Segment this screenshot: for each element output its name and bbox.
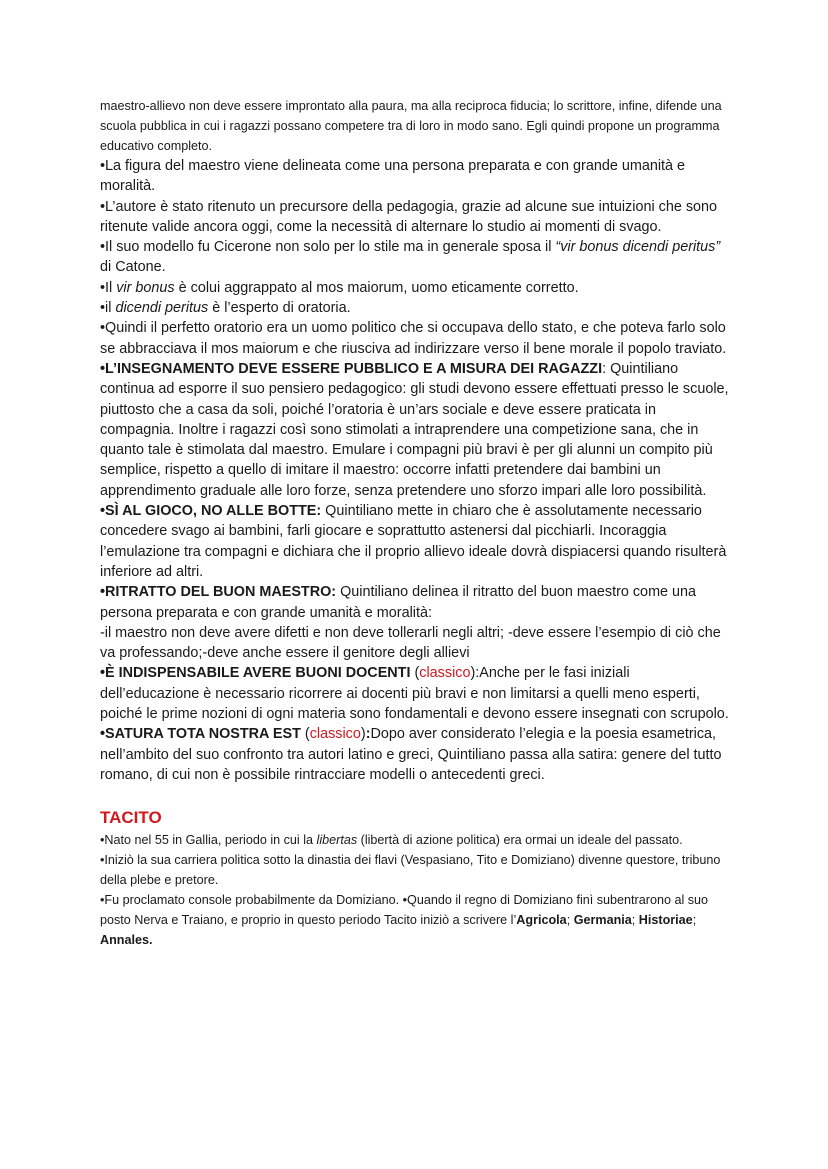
ritratto-text: Quintiliano delinea il ritratto del buon maestro come una persona preparata e con grande umanità e moralità: [100, 584, 697, 621]
tacito-p1-c: (libertà di azione politica) era ormai un ideale del passato. [357, 833, 683, 848]
satura-colon: : [365, 726, 371, 743]
precursore-paragraph: •L’autore è stato ritenuto un precursore della pedagogia, grazie ad alcune sue intuizioni che sono ritenute valide ancora oggi, come la necessità di alternare lo studio ai momenti di svago. [100, 198, 718, 235]
satura-text: Dopo aver considerato l’elegia e la poesia esametrica, nell’ambito del suo confronto tra autori latino e greci, Quintiliano passa alla satira: genere del tutto romano, di cui non è possibile rintracciare modelli o antecedenti greci. [100, 726, 722, 783]
gioco-title: •SÌ AL GIOCO, NO ALLE BOTTE: [100, 503, 322, 520]
satura-paragraph: •SATURA TOTA NOSTRA EST (classico):Dopo aver considerato l’elegia e la poesia esametrica, nell’ambito del suo confronto tra autori latino e greci, Quintiliano passa alla satira: genere del tutto romano, di cui non è possibile rintracciare modelli o antecedenti greci. [100, 726, 722, 783]
insegnamento-title: •L’INSEGNAMENTO DEVE ESSERE PUBBLICO E A MISURA DEI RAGAZZI [100, 360, 603, 377]
modello-text-a: •Il suo modello fu Cicerone non solo per lo stile ma in generale sposa il [100, 239, 556, 256]
vir-bonus-text-a: •Il [100, 279, 117, 296]
tacito-p2: •Iniziò la sua carriera politica sotto la dinastia dei flavi (Vespasiano, Tito e Domiziano) divenne questore, tribuno della plebe e pretore. [100, 853, 721, 888]
work-germania: Germania [573, 913, 632, 928]
vir-bonus-text-c: è colui aggrappato al mos maiorum, uomo eticamente corretto. [174, 279, 579, 296]
dicendi-paragraph [100, 298, 732, 318]
tacito-p1 [100, 830, 732, 850]
ritratto-list: -il maestro non deve avere difetti e non deve tollerarli negli altri; -deve essere l’esempio di ciò che va professando;-deve anche essere il genitore degli allievi [100, 624, 721, 662]
dicendi-text-a: •il [100, 300, 116, 317]
work-annales: Annales. [100, 933, 153, 948]
quindi-paragraph: •Quindi il perfetto oratorio era un uomo politico che si occupava dello stato, e che poteva farlo solo se abbracciava il mos maiorum e che riusciva ad indirizzare verso il bene morale il popolo traviato. [100, 320, 727, 357]
ritratto-paragraph [100, 582, 732, 623]
document-page [100, 96, 732, 950]
modello-text-c: di Catone. [100, 259, 166, 276]
modello-paragraph [100, 237, 732, 278]
dicendi-term: dicendi peritus [115, 300, 209, 317]
satura-title: •SATURA TOTA NOSTRA EST [100, 726, 301, 743]
satura-tag: classico [309, 726, 361, 743]
gioco-paragraph [100, 501, 732, 582]
ritratto-title: •RITRATTO DEL BUON MAESTRO: [100, 584, 337, 601]
intro-paragraph: maestro-allievo non deve essere improntato alla paura, ma alla reciproca fiducia; lo scrittore, infine, difende una scuola pubblica in cui i ragazzi possano competere tra di loro in modo sano. Egli quindi propone un programma educativo completo. [100, 99, 722, 153]
insegnamento-text: : Quintiliano continua ad esporre il suo pensiero pedagogico: gli studi devono essere effettuati presso le scuole, piuttosto che a casa da soli, poiché l’oratoria è un’ars sociale e deve essere praticata in compagnia. Inoltre i ragazzi così sono stimolati a intraprendere una competizione sana, che in quanto tale è stimolata dal maestro. Emulare i compagni più bravi è per gli alunni un compito più semplice, rispetto a quello di imitare il maestro: occorre infatti pretendere dai bambini un apprendimento graduale alle loro forze, senza pretendere uno sforzo impari alle loro possibilità. [100, 360, 729, 499]
vir-bonus-paragraph [100, 278, 732, 298]
tacito-p3-text: •Fu proclamato console probabilmente da Domiziano. •Quando il regno di Domiziano finì subentrarono al suo posto Nerva e Traiano, e proprio in questo periodo Tacito iniziò a scrivere l’ [100, 893, 709, 928]
work-agricola: Agricola [516, 913, 567, 928]
insegnamento-paragraph [100, 359, 732, 501]
docenti-title: •È INDISPENSABILE AVERE BUONI DOCENTI [100, 665, 411, 682]
docenti-tag: classico [419, 665, 471, 682]
tacito-p1-a: •Nato nel 55 in Gallia, periodo in cui la [100, 833, 317, 848]
dicendi-text-c: è l’esperto di oratoria. [208, 300, 351, 317]
docenti-paragraph: •È INDISPENSABILE AVERE BUONI DOCENTI (classico):Anche per le fasi iniziali dell’educazione è necessario ricorrere ai docenti più bravi e non limitarsi a quelli meno esperti, poiché le prime nozioni di ogni materia sono fondamentali e devono essere insegnati con scrupolo. [100, 665, 729, 723]
tacito-libertas: libertas [316, 833, 358, 848]
tacito-p3: •Fu proclamato console probabilmente da Domiziano. •Quando il regno di Domiziano finì subentrarono al suo posto Nerva e Traiano, e proprio in questo periodo Tacito iniziò a scrivere l’Agricola; Germania; Historiae; Annales. [100, 893, 709, 948]
maestro-paragraph: •La figura del maestro viene delineata come una persona preparata e con grande umanità e moralità. [100, 158, 686, 195]
work-historiae: Historiae [638, 913, 693, 928]
modello-quote: “vir bonus dicendi peritus” [555, 239, 721, 256]
vir-bonus-term: vir bonus [116, 279, 175, 296]
tacito-heading: TACITO [100, 808, 162, 828]
docenti-text: ):Anche per le fasi iniziali dell’educazione è necessario ricorrere ai docenti più bravi e non limitarsi a quelli meno esperti, poiché le prime nozioni di ogni materia sono fondamentali e devono essere insegnati con scrupolo. [100, 665, 729, 723]
gioco-text: Quintiliano mette in chiaro che è assolutamente necessario concedere svago ai bambini, farli giocare e soprattutto astenersi dal picchiarli. Incoraggia l’emulazione tra compagni e dichiara che il proprio allievo ideale dovrà dispiacersi quando risulterà inferiore ad altri. [100, 503, 727, 580]
